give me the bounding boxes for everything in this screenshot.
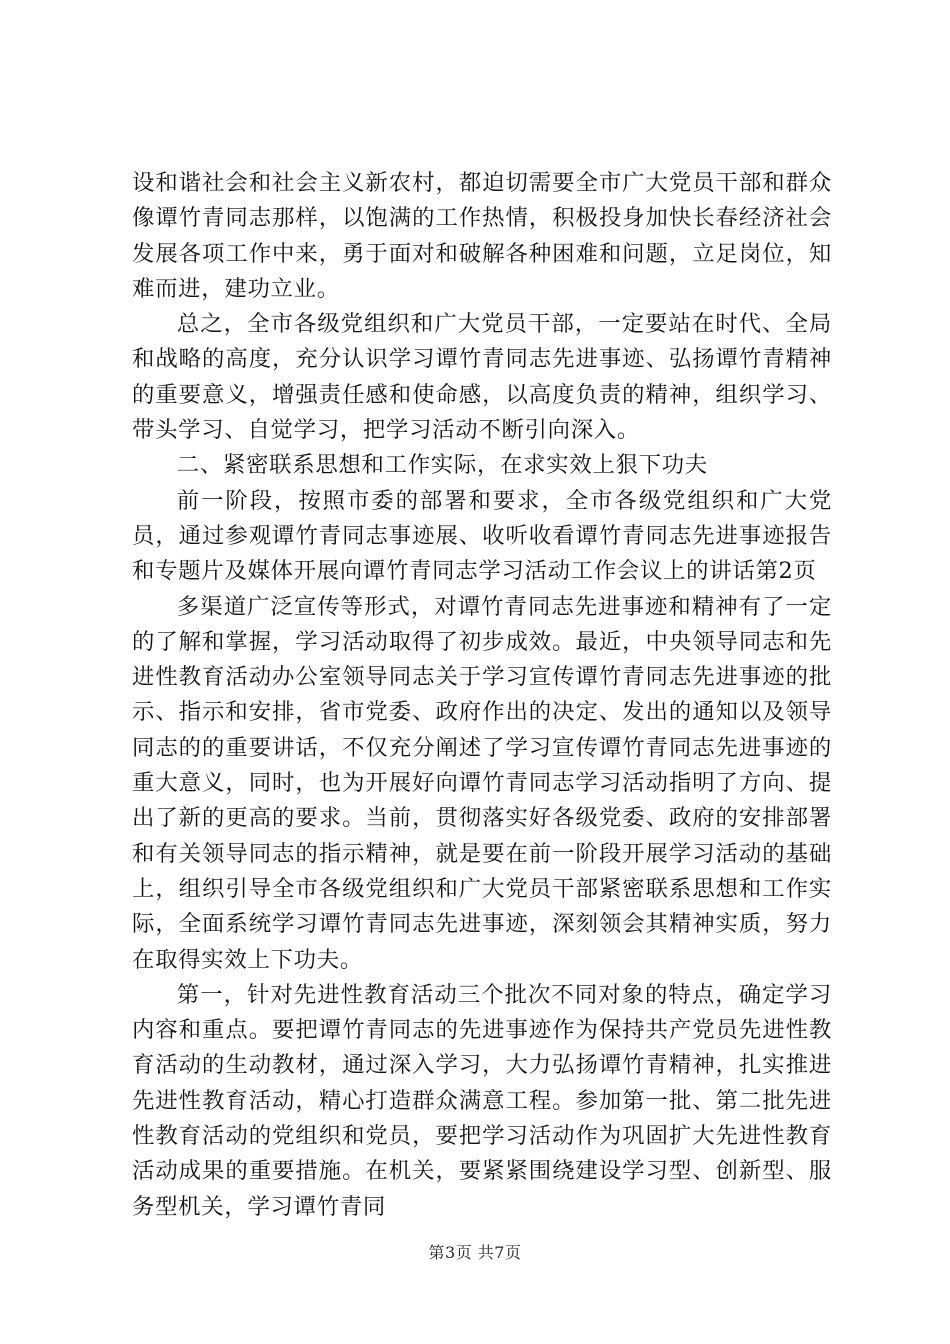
section-heading: 二、紧密联系思想和工作实际，在求实效上狠下功夫 [176, 452, 708, 479]
page-footer: 第3页 共7页 [428, 1243, 522, 1262]
body-text [132, 166, 832, 1225]
paragraph-first-point: 第一，针对先进性教育活动三个批次不同对象的特点，确定学习内容和重点。要把谭竹青同志的先进事迹作为保持共产党员先进性教育活动的生动教材，通过深入学习，大力弘扬谭竹青精神，扎实推进先进性教育活动，精心打造群众满意工程。参加第一批、第二批先进性教育活动的党组织和党员，要把学习活动作为巩固扩大先进性教育活动成果的重要措施。在机关，要紧紧围绕建设学习型、创新型、服务型机关，学习谭竹青同 [132, 981, 832, 1220]
paragraph-previous-stage: 前一阶段，按照市委的部署和要求，全市各级党组织和广大党员，通过参观谭竹青同志事迹展、收听收看谭竹青同志先进事迹报告和专题片及媒体开展向谭竹青同志学习活动工作会议上的讲话第2页 [132, 487, 832, 585]
paragraph-summary: 总之，全市各级党组织和广大党员干部，一定要站在时代、全局和战略的高度，充分认识学习谭竹青同志先进事迹、弘扬谭竹青精神的重要意义，增强责任感和使命感，以高度负责的精神，组织学习、带头学习、自觉学习，把学习活动不断引向深入。 [132, 311, 832, 444]
paragraph-continuation: 设和谐社会和社会主义新农村，都迫切需要全市广大党员干部和群众像谭竹青同志那样，以饱满的工作热情，积极投身加快长春经济社会发展各项工作中来，勇于面对和破解各种困难和问题，立足岗位，知难而进，建功立业。 [132, 170, 832, 302]
paragraph-multi-channel: 多渠道广泛宣传等形式，对谭竹青同志先进事迹和精神有了一定的了解和掌握，学习活动取得了初步成效。最近，中央领导同志和先进性教育活动办公室领导同志关于学习宣传谭竹青同志先进事迹的批示、指示和安排，省市党委、政府作出的决定、发出的通知以及领导同志的的重要讲话，不仅充分阐述了学习宣传谭竹青同志先进事迹的重大意义，同时，也为开展好向谭竹青同志学习活动指明了方向、提出了新的更高的要求。当前，贯彻落实好各级党委、政府的安排部署和有关领导同志的指示精神，就是要在前一阶段开展学习活动的基础上，组织引导全市各级党组织和广大党员干部紧密联系思想和工作实际，全面系统学习谭竹青同志先进事迹，深刻领会其精神实质，努力在取得实效上下功夫。 [132, 593, 832, 973]
